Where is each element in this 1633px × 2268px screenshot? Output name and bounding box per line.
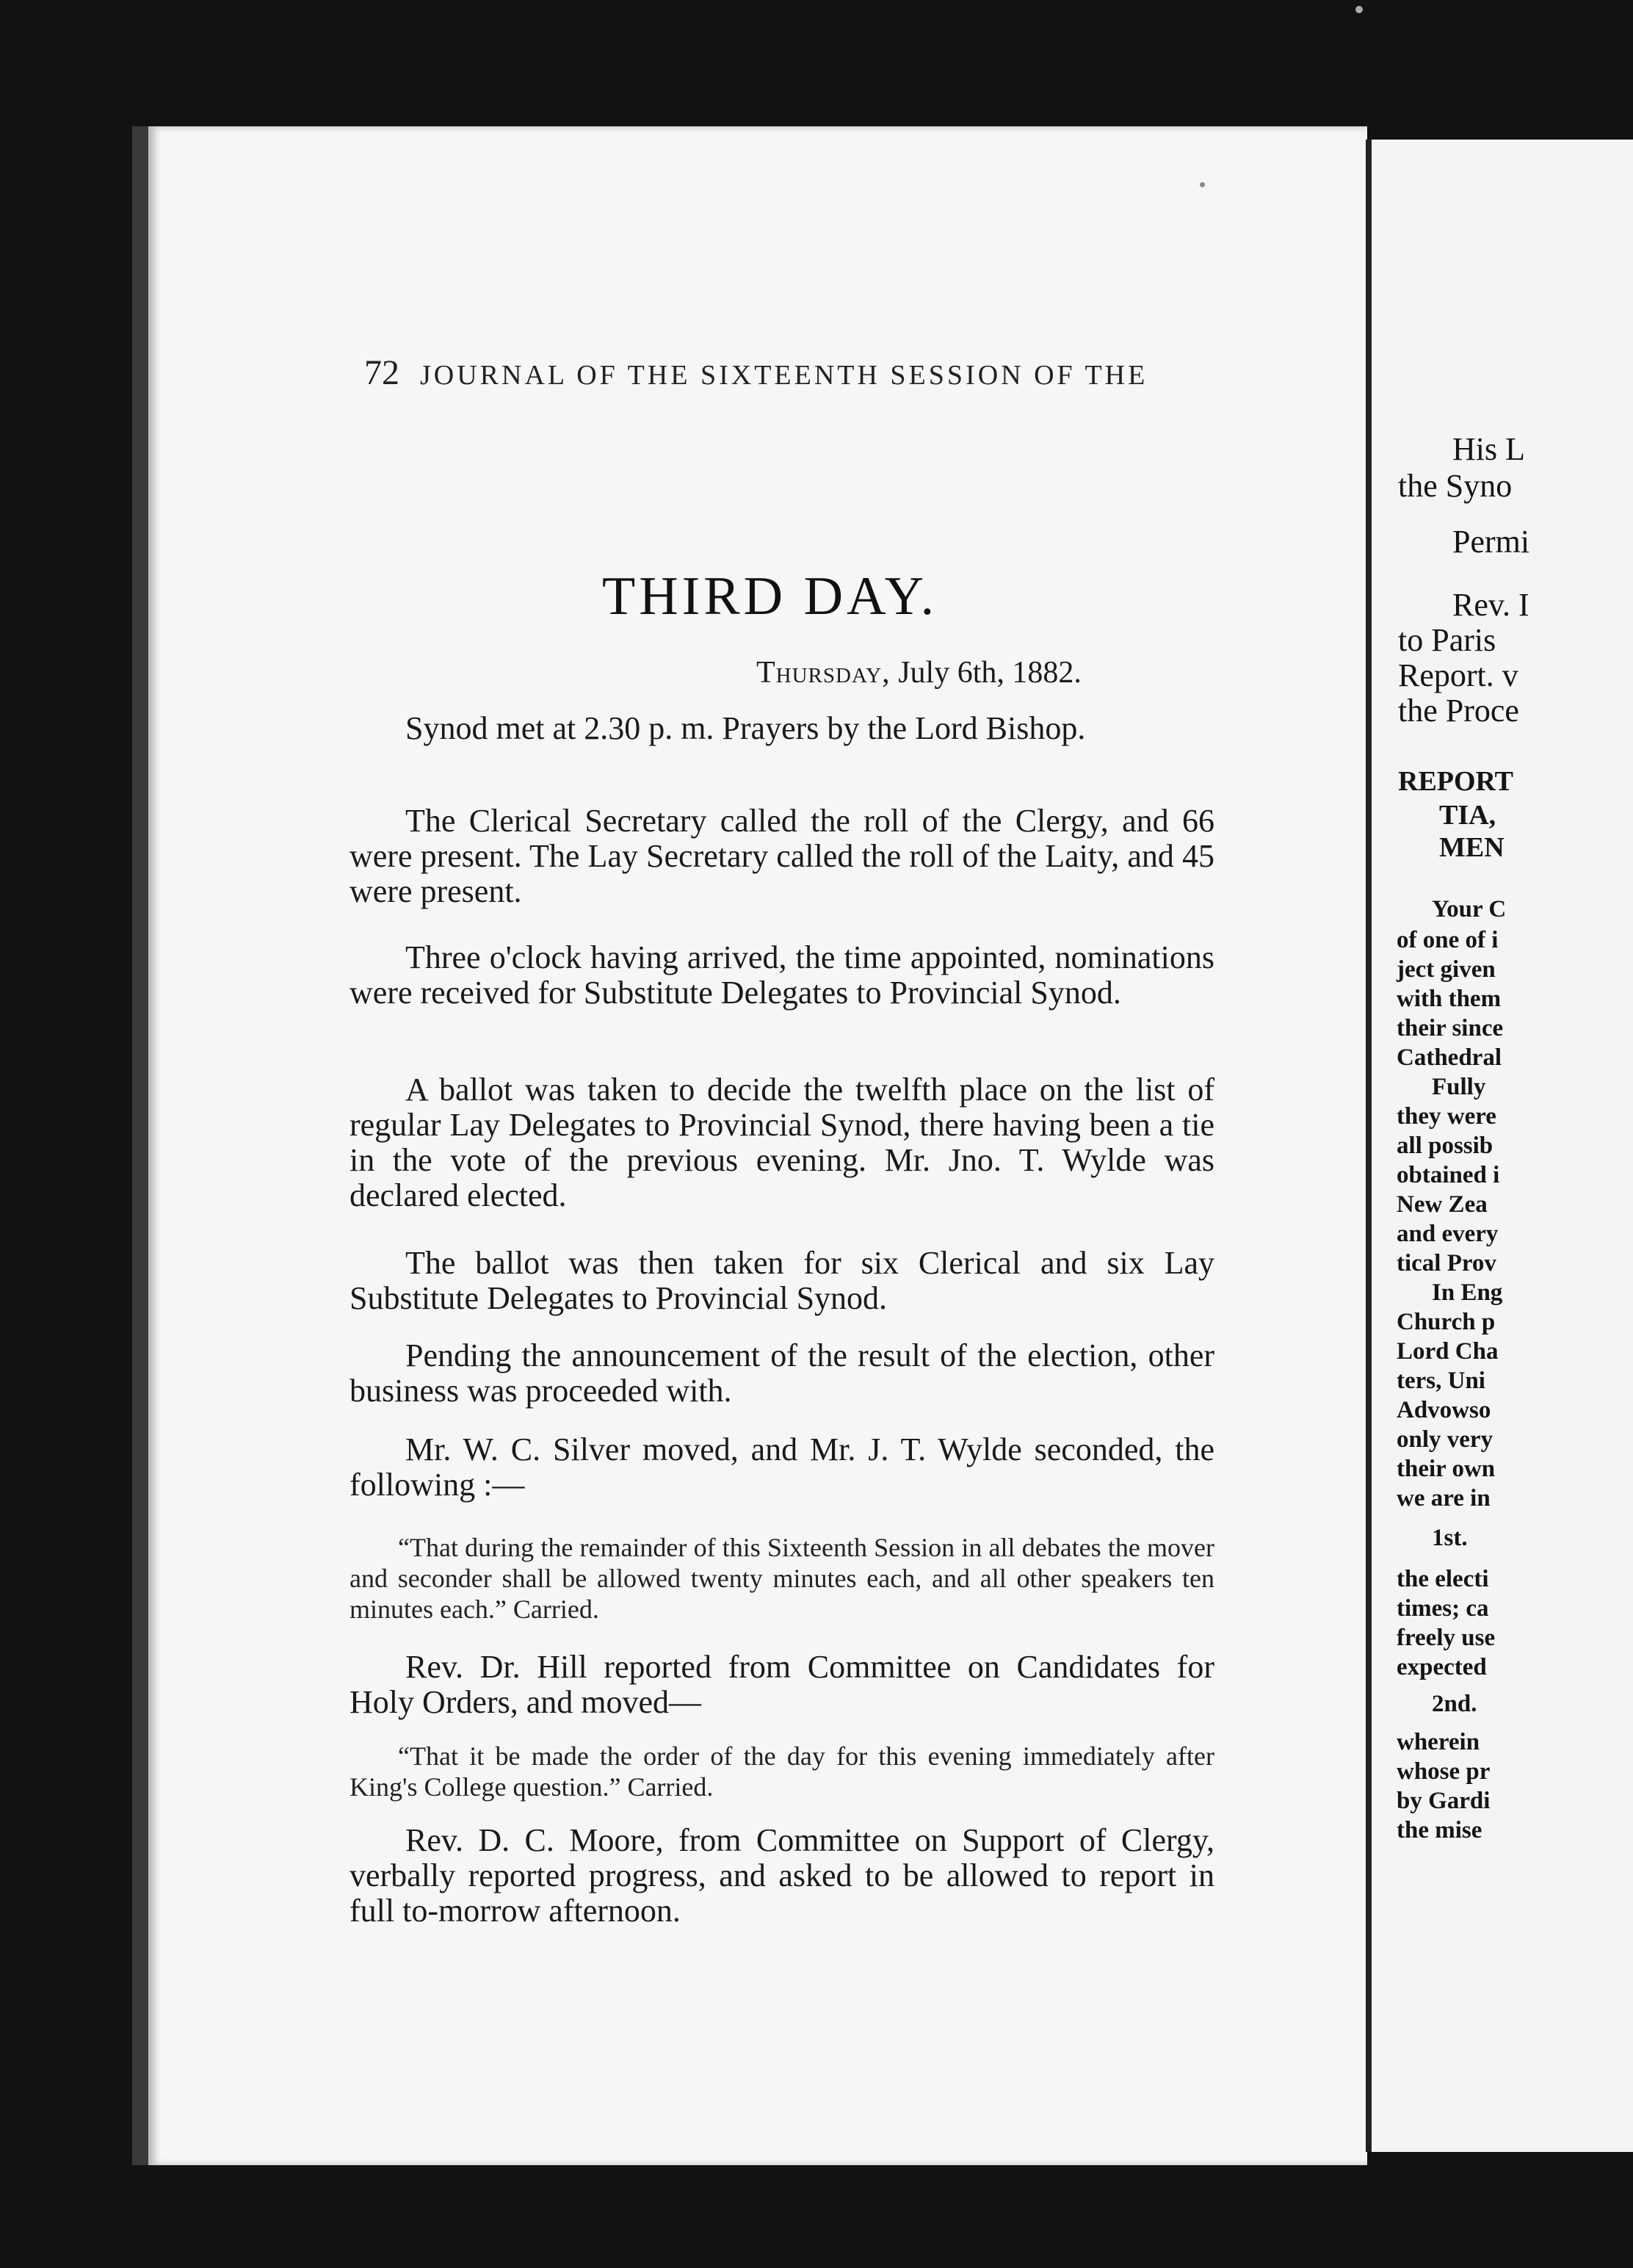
date-rest: July 6th, 1882. — [898, 656, 1082, 690]
right-page-line: times; ca — [1397, 1595, 1489, 1622]
right-page-line: the Proce — [1398, 693, 1519, 729]
right-page-line: and every — [1397, 1221, 1499, 1247]
right-page-line: In Eng — [1432, 1279, 1503, 1306]
right-page-line: 2nd. — [1432, 1691, 1477, 1717]
paragraph-pending: Pending the announcement of the result of the election, other business was proceeded with. — [350, 1337, 1214, 1409]
right-page-partial — [1366, 140, 1633, 2152]
right-page-line: whose pr — [1397, 1758, 1491, 1785]
right-page-line: REPORT — [1398, 766, 1514, 797]
right-page-line: the electi — [1397, 1566, 1489, 1592]
right-page-line: only very — [1397, 1426, 1493, 1453]
right-page-line: Rev. I — [1452, 587, 1529, 623]
right-page-line: TIA, — [1439, 800, 1496, 831]
dust-speck — [1355, 6, 1363, 13]
right-page-line: they were — [1397, 1103, 1496, 1130]
right-page-line: Lord Cha — [1397, 1338, 1499, 1365]
right-page-line: ject given — [1397, 956, 1496, 983]
right-page-line: New Zea — [1397, 1191, 1488, 1218]
right-page-line: tical Prov — [1397, 1250, 1496, 1276]
quote-time-limits: “That during the remainder of this Sixteenth Session in all debates the mover and seconder shall be allowed twenty minutes each, and all other speakers ten minutes each.” Carried. — [350, 1533, 1214, 1624]
paragraph-ballot-twelfth-place: A ballot was taken to decide the twelfth place on the list of regular Lay Delegates to Provincial Synod, there having been a tie in the vote of the previous evening. Mr. Jno. T. Wylde was declared elected. — [350, 1072, 1214, 1213]
date-weekday: Thursday, — [756, 656, 891, 690]
right-page-line: Report. v — [1398, 657, 1518, 693]
right-page-line: Your C — [1432, 896, 1507, 922]
right-page-line: ters, Uni — [1397, 1368, 1485, 1394]
right-page-line: wherein — [1397, 1729, 1480, 1755]
right-page-line: to Paris — [1398, 622, 1496, 658]
right-page-line: expected — [1397, 1654, 1487, 1680]
right-page-line: obtained i — [1397, 1162, 1500, 1188]
paragraph-hill-report: Rev. Dr. Hill reported from Committee on Candidates for Holy Orders, and moved— — [350, 1649, 1214, 1720]
right-page-line: Advowso — [1397, 1397, 1491, 1423]
right-page-line: MEN — [1439, 832, 1505, 863]
page-number: 72 — [364, 353, 399, 392]
paragraph-synod-met: Synod met at 2.30 p. m. Prayers by the Lord Bishop. — [405, 710, 1086, 746]
right-page-line: all possib — [1397, 1133, 1493, 1159]
date-line — [756, 655, 1082, 690]
paragraph-silver-motion: Mr. W. C. Silver moved, and Mr. J. T. Wylde seconded, the following :— — [350, 1431, 1214, 1503]
paragraph-ballot-substitutes: The ballot was then taken for six Clerical and six Lay Substitute Delegates to Provincial Synod. — [350, 1245, 1214, 1316]
right-page-line: their own — [1397, 1456, 1496, 1482]
right-page-line: of one of i — [1397, 927, 1499, 953]
right-page-line: Cathedral — [1397, 1044, 1502, 1071]
right-page-line: by Gardi — [1397, 1788, 1491, 1814]
right-page-line: freely use — [1397, 1625, 1496, 1651]
right-page-line: the Syno — [1398, 468, 1513, 504]
right-page-line: Church p — [1397, 1309, 1496, 1335]
right-page-line: we are in — [1397, 1485, 1491, 1512]
right-page-line: with them — [1397, 986, 1502, 1012]
paragraph-moore-report: Rev. D. C. Moore, from Committee on Support of Clergy, verbally reported progress, and asked to be allowed to report in full to-morrow afternoon. — [350, 1822, 1214, 1929]
paragraph-nominations: Three o'clock having arrived, the time appointed, nominations were received for Substitute Delegates to Provincial Synod. — [350, 939, 1214, 1011]
running-head — [364, 353, 1216, 397]
right-page-line: His L — [1452, 431, 1525, 467]
running-head-text: JOURNAL OF THE SIXTEENTH SESSION OF THE — [420, 360, 1148, 391]
right-page-line: Fully — [1432, 1074, 1486, 1100]
quote-order-of-day: “That it be made the order of the day for this evening immediately after King's College question.” Carried. — [350, 1741, 1214, 1802]
right-page-line: their since — [1397, 1015, 1504, 1041]
section-title: THIRD DAY. — [602, 566, 938, 626]
right-page-line: 1st. — [1432, 1525, 1468, 1551]
right-page-line: Permi — [1452, 524, 1530, 560]
right-page-line: the mise — [1397, 1817, 1482, 1843]
dust-speck — [1200, 182, 1205, 187]
paragraph-roll-call: The Clerical Secretary called the roll of the Clergy, and 66 were present. The Lay Secretary called the roll of the Laity, and 45 were present. — [350, 803, 1214, 909]
